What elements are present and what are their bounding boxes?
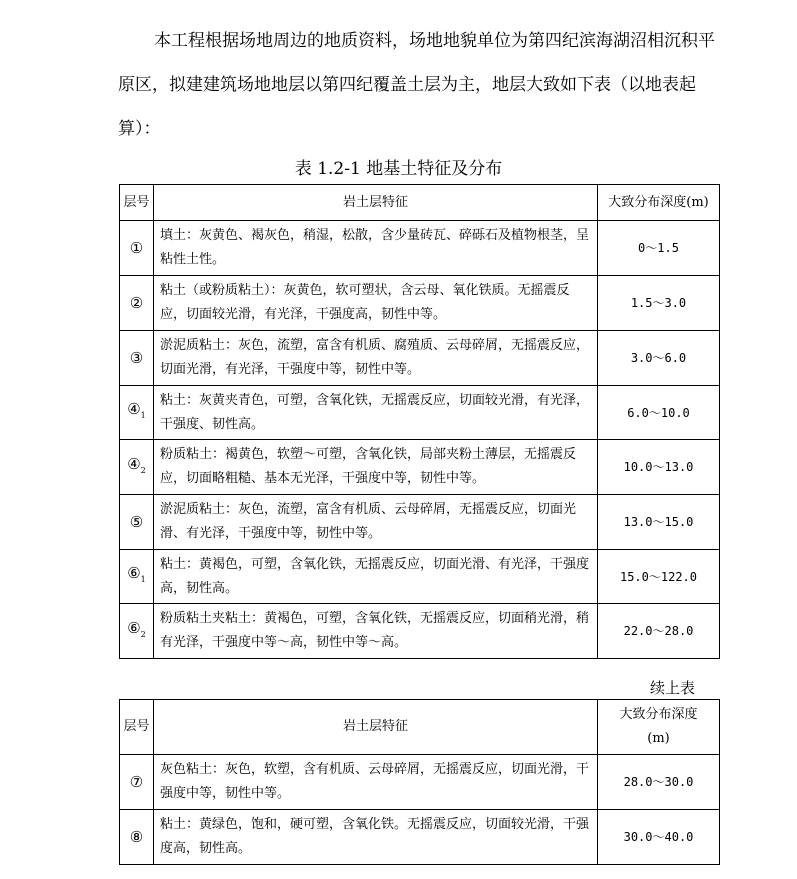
layer-depth: 28.0～30.0 xyxy=(598,755,720,810)
layer-feature: 粉质粘土：褐黄色，软塑～可塑，含氧化铁，局部夹粉土薄层，无摇震反应，切面略粗糙、基本无光泽，干强度中等，韧性中等。 xyxy=(154,440,598,495)
table-row xyxy=(120,331,720,386)
layer-feature: 淤泥质粘土：灰色，流塑，富含有机质、腐殖质、云母碎屑，无摇震反应，切面光滑，有光泽，干强度中等，韧性中等。 xyxy=(154,331,598,386)
intro-text: 本工程根据场地周边的地质资料，场地地貌单位为第四纪滨海湖沼相沉积平原区，拟建建筑场地地层以第四纪覆盖土层为主，地层大致如下表（以地表起算）： xyxy=(118,31,715,139)
header-feature: 岩土层特征 xyxy=(154,700,598,755)
table-row xyxy=(120,440,720,495)
layer-number: ⑦ xyxy=(120,755,154,810)
table-row xyxy=(120,755,720,810)
layer-feature: 填土：灰黄色、褐灰色，稍湿，松散，含少量砖瓦、碎砾石及植物根茎，呈粘性土性。 xyxy=(154,221,598,276)
layer-depth: 6.0～10.0 xyxy=(598,386,720,440)
continued-label: 续上表 xyxy=(650,679,696,697)
soil-table xyxy=(119,184,720,659)
layer-number: ② xyxy=(120,276,154,331)
layer-feature: 粘土：黄褐色，可塑，含氧化铁，无摇震反应，切面光滑、有光泽，干强度高，韧性高。 xyxy=(154,550,598,604)
header-layer: 层号 xyxy=(120,700,154,755)
layer-number: ⑧ xyxy=(120,810,154,865)
table-row xyxy=(120,495,720,550)
layer-number: $⑥_2$ xyxy=(120,604,154,659)
table-header-row xyxy=(120,700,720,755)
layer-feature: 淤泥质粘土：灰色，流塑，富含有机质、云母碎屑，无摇震反应，切面光滑、有光泽，干强度中等，韧性中等。 xyxy=(154,495,598,550)
table-row xyxy=(120,221,720,276)
soil-table-continued xyxy=(119,699,720,865)
layer-depth: 15.0～122.0 xyxy=(598,550,720,604)
layer-feature: 粘土：黄绿色，饱和，硬可塑，含氧化铁。无摇震反应，切面较光滑，干强度高，韧性高。 xyxy=(154,810,598,865)
table-header-row xyxy=(120,185,720,221)
header-depth-line1: 大致分布深度 xyxy=(619,707,698,722)
layer-depth: 30.0～40.0 xyxy=(598,810,720,865)
layer-number: $④_1$ xyxy=(120,386,154,440)
layer-depth: 10.0～13.0 xyxy=(598,440,720,495)
layer-number: ③ xyxy=(120,331,154,386)
layer-feature: 粘土（或粉质粘土）：灰黄色，软可塑状，含云母、氧化铁质。无摇震反应，切面较光滑，有光泽，干强度高，韧性中等。 xyxy=(154,276,598,331)
intro-paragraph xyxy=(118,19,728,151)
layer-number: ⑤ xyxy=(120,495,154,550)
layer-feature: 粉质粘土夹粘土：黄褐色，可塑，含氧化铁，无摇震反应，切面稍光滑，稍有光泽，干强度中等～高，韧性中等～高。 xyxy=(154,604,598,659)
layer-number: ① xyxy=(120,221,154,276)
header-layer: 层号 xyxy=(120,185,154,221)
layer-depth: 0～1.5 xyxy=(598,221,720,276)
table-row xyxy=(120,604,720,659)
layer-depth: 22.0～28.0 xyxy=(598,604,720,659)
header-depth-line2: (m) xyxy=(647,731,670,746)
header-depth xyxy=(598,700,720,755)
layer-depth: 13.0～15.0 xyxy=(598,495,720,550)
layer-depth: 1.5～3.0 xyxy=(598,276,720,331)
table-row xyxy=(120,810,720,865)
table-row xyxy=(120,276,720,331)
layer-depth: 3.0～6.0 xyxy=(598,331,720,386)
table-row xyxy=(120,386,720,440)
table-caption: 表 1.2-1 地基土特征及分布 xyxy=(294,159,503,179)
header-depth: 大致分布深度(m) xyxy=(598,185,720,221)
layer-feature: 粘土：灰黄夹青色，可塑，含氧化铁，无摇震反应，切面较光滑，有光泽，干强度、韧性高。 xyxy=(154,386,598,440)
layer-feature: 灰色粘土：灰色，软塑，含有机质、云母碎屑，无摇震反应，切面光滑，干强度中等，韧性中等。 xyxy=(154,755,598,810)
layer-number: $⑥_1$ xyxy=(120,550,154,604)
table-row xyxy=(120,550,720,604)
header-feature: 岩土层特征 xyxy=(154,185,598,221)
layer-number: $④_2$ xyxy=(120,440,154,495)
